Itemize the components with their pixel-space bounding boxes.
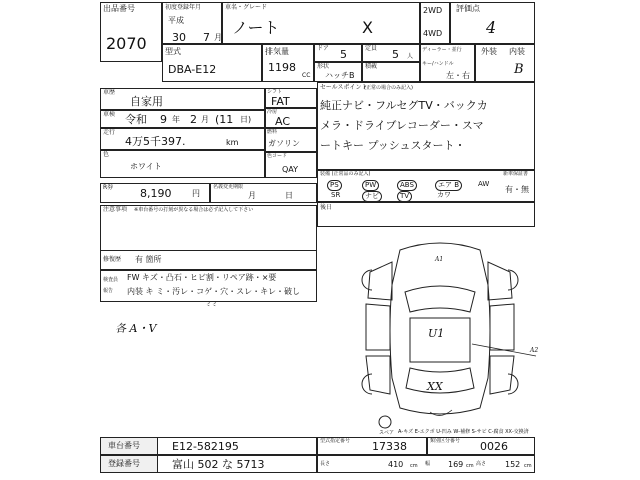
- inspection-day: (11: [215, 113, 234, 126]
- mark-a2: A2: [530, 347, 539, 354]
- drive-2wd: 2WD: [423, 6, 443, 15]
- shift-label: シフト: [267, 89, 283, 95]
- selling-points-sub: (正常の場合のみ記入): [364, 85, 413, 91]
- drive-4wd: 4WD: [423, 29, 443, 38]
- recycle-label: R券: [103, 184, 114, 191]
- transfer-day-unit: 日: [285, 191, 293, 200]
- inspection-month: 2: [190, 113, 197, 126]
- dealer-label: ディーラー・並行: [422, 47, 462, 53]
- equipment-pw: PW: [362, 180, 379, 191]
- car-grade: X: [362, 18, 373, 37]
- capacity-value: 5: [392, 48, 399, 61]
- color-label: 色: [103, 151, 110, 158]
- registration-month-unit: 月: [214, 33, 222, 42]
- selling-points-line2: メラ・ドライブレコーダー・スマ: [320, 119, 484, 132]
- capacity-label: 定員: [365, 45, 378, 52]
- handwritten-note: 各 A・V: [115, 322, 157, 335]
- mark-a1: A1: [435, 256, 444, 263]
- inspection-era: 令和: [125, 113, 147, 126]
- ac-value: AC: [275, 115, 291, 128]
- equipment-navi: ナビ: [362, 191, 382, 202]
- distance-unit: km: [226, 138, 239, 147]
- car-name-label: 車名・グレード: [225, 4, 268, 11]
- repair-value: 有 箇所: [135, 255, 162, 264]
- recycle-unit: 円: [192, 189, 200, 198]
- width-value: 169: [448, 460, 464, 469]
- equipment-leather: カワ: [437, 191, 451, 199]
- caution-sub: ※車台番号の打刻が異なる場合は必ず記入して下さい: [134, 207, 254, 213]
- interior-grade: B: [514, 62, 524, 77]
- length-label: 長さ: [320, 461, 331, 467]
- fuel-label: 燃料: [267, 129, 278, 135]
- doors-value: 5: [340, 48, 347, 61]
- equipment-tv: TV: [397, 191, 412, 202]
- mark-xx: XX: [427, 380, 443, 393]
- registration-year: 30: [172, 31, 186, 44]
- equipment-sr: SR: [331, 191, 341, 199]
- loading-label: 積載: [365, 63, 378, 70]
- width-label: 幅: [425, 461, 431, 467]
- lot-label: 出品番号: [103, 4, 135, 13]
- fuel-value: ガソリン: [268, 139, 300, 148]
- model-cat-value: 17338: [372, 440, 407, 453]
- car-name: ノート: [232, 18, 280, 37]
- recycle-value: 8,190: [140, 187, 172, 200]
- shape-value: ハッチB: [325, 71, 355, 80]
- inspection-label: 車検: [103, 111, 116, 118]
- equipment-airbag: エア B: [435, 180, 462, 191]
- registration-label: 初度登録年月: [165, 4, 202, 11]
- usage-value: 自家用: [130, 95, 163, 108]
- warranty-value: 有・無: [505, 185, 529, 194]
- displacement-unit: CC: [302, 72, 311, 79]
- mark-u1: U1: [428, 327, 445, 340]
- warranty-label: 新車保証書: [503, 171, 529, 177]
- inspection-day-unit: 日): [240, 115, 252, 124]
- equipment-aw: AW: [478, 180, 490, 188]
- shift-value: FAT: [271, 95, 290, 108]
- inspection-year-unit: 年: [172, 115, 180, 124]
- selling-points-line3: ートキー プッシュスタート・: [320, 139, 466, 152]
- distance-value: 4万5千397.: [125, 135, 186, 148]
- height-label: 高さ: [476, 461, 487, 467]
- selling-points-label: セールスポイント: [320, 84, 368, 91]
- plate-value: 富山 502 な 5713: [172, 458, 265, 471]
- shape-label: 形状: [317, 63, 330, 70]
- exterior-label: 外装: [481, 47, 497, 56]
- transfer-month-unit: 月: [248, 191, 256, 200]
- displacement-value: 1198: [268, 61, 296, 74]
- capacity-unit: 人: [407, 53, 414, 60]
- rating-value: 4: [486, 18, 497, 37]
- model-value: DBA-E12: [168, 63, 217, 76]
- interior-condition-line: 内装 キ ミ・汚レ・コゲ・穴・スレ・キレ・破し: [127, 287, 301, 296]
- lot-number: 2070: [106, 34, 147, 53]
- doors-label: ドア: [317, 45, 329, 52]
- caution-label: 注意事項: [103, 206, 128, 213]
- chassis-value: E12-582195: [172, 440, 239, 453]
- exterior-condition-line: FW キズ・凸石・ヒビ割・リペア跡・×要: [127, 273, 277, 282]
- rating-label: 評価点: [456, 4, 480, 13]
- registration-era: 平成: [168, 16, 184, 25]
- after-label: 後日: [320, 204, 333, 211]
- inspection-month-unit: 月: [201, 115, 209, 124]
- equipment-ps: PS: [327, 180, 342, 191]
- interior-label: 内装: [509, 47, 525, 56]
- usage-label: 車歴: [103, 89, 116, 96]
- model-cat-label: 型式指定番号: [320, 438, 351, 444]
- color-code-label: 色コード: [267, 153, 288, 159]
- steering-label: キー/ハンドル: [422, 61, 454, 67]
- equipment-abs: ABS: [397, 180, 417, 191]
- inspector-label: 検査員: [103, 277, 119, 283]
- steering-value: 左・右: [446, 71, 470, 80]
- length-value: 410: [388, 460, 404, 469]
- distance-label: 走行: [103, 129, 116, 136]
- height-unit: cm: [524, 463, 532, 469]
- spare-label: スペア: [379, 430, 395, 436]
- plate-label: 登録番号: [108, 459, 140, 468]
- class-label: 類別区分番号: [430, 438, 461, 444]
- width-unit: cm: [466, 463, 474, 469]
- ac-label: 冷房: [267, 109, 278, 115]
- displacement-label: 排気量: [265, 47, 289, 56]
- color-value: ホワイト: [130, 162, 162, 171]
- selling-points-line1: 純正ナビ・フルセグTV・バックカ: [320, 99, 488, 112]
- class-value: 0026: [480, 440, 508, 453]
- height-value: 152: [505, 460, 521, 469]
- hand-mark-small: ミミ: [205, 301, 218, 308]
- length-unit: cm: [410, 463, 418, 469]
- transfer-label: 名義変更期限: [213, 184, 244, 190]
- registration-month: 7: [203, 31, 210, 44]
- report-label: 報告: [103, 288, 114, 294]
- model-label: 型式: [165, 47, 181, 56]
- damage-legend: A‐キズ E‐エクボ U‐凹み W‐補修 S‐サビ C‐腐食 XX‐交換済: [398, 429, 529, 435]
- inspection-year: 9: [160, 113, 167, 126]
- color-code-value: QAY: [282, 165, 299, 174]
- equipment-label: 装備 (正常品のみ記入): [320, 171, 371, 177]
- chassis-label: 車台番号: [108, 441, 140, 450]
- repair-label: 修復歴: [103, 256, 122, 263]
